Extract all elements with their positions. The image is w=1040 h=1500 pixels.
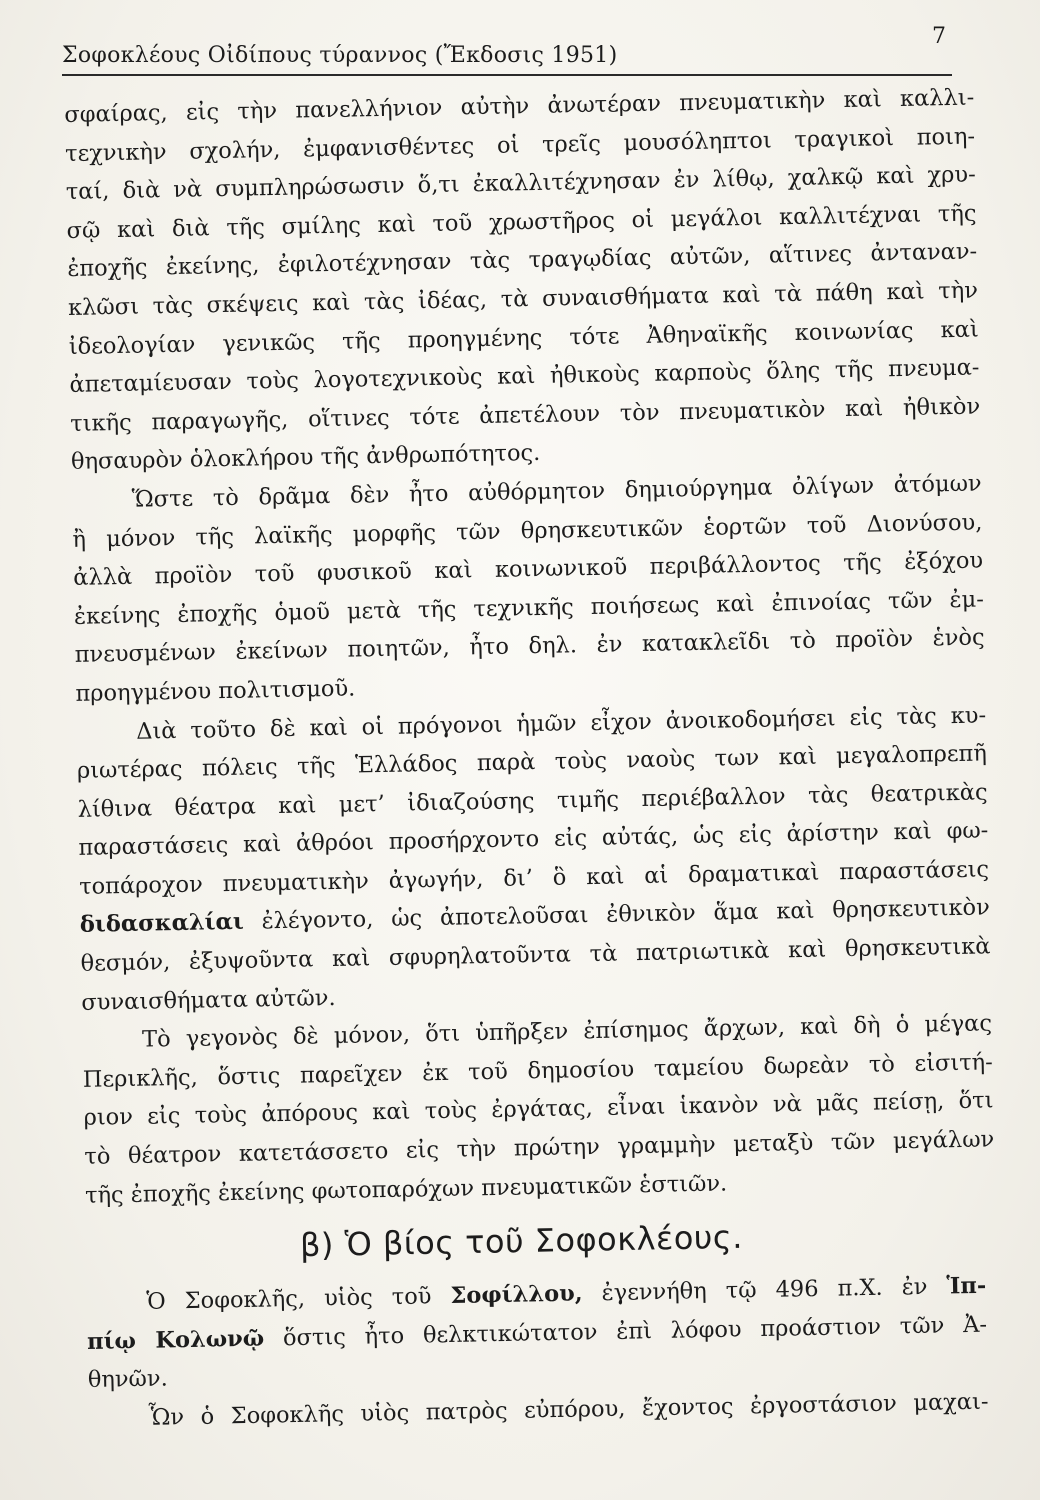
text-line: λίθινα θέατρα καὶ μετ’ ἰδιαζούσης τιμῆς περιέβαλλον τὰς θεατρικὰς [77,779,988,823]
bold-term: Σοφίλλου, [450,1280,583,1310]
biography-text [86,1267,989,1439]
paragraph-2 [71,464,985,713]
text-line: σῷ καὶ διὰ τῆς σμίλης καὶ τοῦ χρωστῆρος οἱ μεγάλοι καλλιτέχναι τῆς [66,200,977,244]
text-line: τοπάροχον πνευματικὴν ἀγωγήν, δι’ ὃ καὶ αἱ δραματικαὶ παραστάσεις [78,856,990,900]
header-title: Σοφοκλέους Οἰδίπους τύραννος (Ἔκδοσις 1951) [62,43,618,68]
text-fragment: ὅστις ἦτο θελκτικώτατον ἐπὶ λόφου προάστιον τῶν Ἀ- [282,1311,988,1351]
text-line: ριον εἰς τοὺς ἀπόρους καὶ τοὺς ἐργάτας, εἶναι ἱκανὸν νὰ μᾶς πείσῃ, ὅτι [83,1087,994,1132]
text-line: κλῶσι τὰς σκέψεις καὶ τὰς ἰδέας, τὰ συναισθήματα καὶ τὰ πάθη καὶ τὴν [67,277,979,321]
text-fragment: ἐγεννήθη τῷ 496 π.Χ. ἐν [601,1273,928,1307]
text-line: Ὧν ὁ Σοφοκλῆς υἱὸς πατρὸς εὐπόρου, ἔχοντος ἐργοστάσιον μαχαι- [148,1388,989,1431]
paragraph-1 [64,79,981,482]
text-line: τεχνικὴν σχολήν, ἐμφανισθέντες οἱ τρεῖς μουσόληπτοι τραγικοὶ ποιη- [64,123,976,167]
text-line: ριωτέρας πόλεις τῆς Ἑλλάδος παρὰ τοὺς ναοὺς των καὶ μεγαλοπρεπῆ [76,740,988,784]
text-line: παραστάσεις καὶ ἀθρόοι προσήρχοντο εἰς αὐτάς, ὡς εἰς ἀρίστην καὶ φω- [78,817,989,862]
text-line: Διὰ τοῦτο δὲ καὶ οἱ πρόγονοι ἡμῶν εἶχον ἀνοικοδομήσει εἰς τὰς κυ- [135,701,987,745]
text-line: ἐκείνης ἐποχῆς ὁμοῦ μετὰ τῆς τεχνικῆς ποιήσεως καὶ ἐπινοίας τῶν ἐμ- [73,586,985,630]
text-line: σφαίρας, εἰς τὴν πανελλήνιον αὐτὴν ἀνωτέραν πνευματικὴν καὶ καλλι- [64,84,975,128]
text-line: τὸ θέατρον κατετάσσετο εἰς τὴν πρώτην γραμμὴν μεταξὺ τῶν μεγάλων [84,1126,995,1170]
paragraph-4 [82,1005,996,1215]
text-line: θηνῶν. [87,1365,168,1394]
text-line: ἢ μόνον τῆς λαϊκῆς μορφῆς τῶν θρησκευτικῶν ἑορτῶν τοῦ Διονύσου, [72,508,983,553]
text-line: Ὥστε τὸ δρᾶμα δὲν ἦτο αὐθόρμητον δημιούργημα ὀλίγων ἀτόμων [131,470,982,513]
body-text [64,79,995,1215]
running-header [62,24,952,76]
text-line: προηγμένου πολιτισμοῦ. [75,675,356,707]
bold-term: διδασκαλίαι [79,909,245,939]
text-fragment: ἐλέγοντο, ὡς ἀποτελοῦσαι ἐθνικὸν ἅμα καὶ θρησκευτικὸν [261,894,991,935]
text-line: συναισθήματα αὐτῶν. [81,984,336,1016]
text-line: ἐποχῆς ἐκείνης, ἐφιλοτέχνησαν τὰς τραγῳδίας αὐτῶν, αἵτινες ἀνταναν- [67,238,978,283]
bold-term: πίῳ Κολωνῷ [86,1325,265,1355]
bold-term: Ἱπ- [946,1272,987,1300]
text-line: ταί, διὰ νὰ συμπληρώσωσιν ὅ,τι ἐκαλλιτέχνησαν ἐν λίθῳ, χαλκῷ καὶ χρυ- [65,161,976,206]
text-line: τικῆς παραγωγῆς, οἵτινες τότε ἀπετέλουν τὸν πνευματικὸν καὶ ἠθικὸν [70,393,981,437]
paragraph-3 [76,696,992,1022]
text-line: Περικλῆς, ὅστις παρεῖχεν ἐκ τοῦ δημοσίου ταμείου δωρεὰν τὸ εἰσιτή- [82,1049,993,1093]
text-line: Τὸ γεγονὸς δὲ μόνον, ὅτι ὑπῆρξεν ἐπίσημος ἄρχων, καὶ δὴ ὁ μέγας [141,1010,993,1053]
text-line: ἰδεολογίαν γενικῶς τῆς προηγμένης τότε Ἀθηναϊκῆς κοινωνίας καὶ [68,316,979,360]
text-line: ἀλλὰ προϊὸν τοῦ φυσικοῦ καὶ κοινωνικοῦ περιβάλλοντος τῆς ἐξόχου [73,547,984,592]
section-heading: β) Ὁ βίος τοῦ Σοφοκλέους. [299,1217,744,1265]
text-fragment: Ὁ Σοφοκλῆς, υἱὸς τοῦ [146,1283,432,1315]
text-line: ἀπεταμίευσαν τοὺς λογοτεχνικοὺς καὶ ἠθικοὺς καρποὺς ὅλης τῆς πνευμα- [69,354,980,399]
text-line: τῆς ἐποχῆς ἐκείνης φωτοπαρόχων πνευματικῶν ἑστιῶν. [84,1170,728,1209]
text-line: θεσμόν, ἐξυψοῦντα καὶ σφυρηλατοῦντα τὰ πατριωτικὰ καὶ θρησκευτικὰ [80,933,991,977]
page-number: 7 [932,24,946,49]
text-line: θησαυρὸν ὁλοκλήρου τῆς ἀνθρωπότητος. [70,440,541,476]
text-line: πνευσμένων ἐκείνων ποιητῶν, ἦτο δηλ. ἐν κατακλεῖδι τὸ προϊὸν ἑνὸς [74,624,985,669]
